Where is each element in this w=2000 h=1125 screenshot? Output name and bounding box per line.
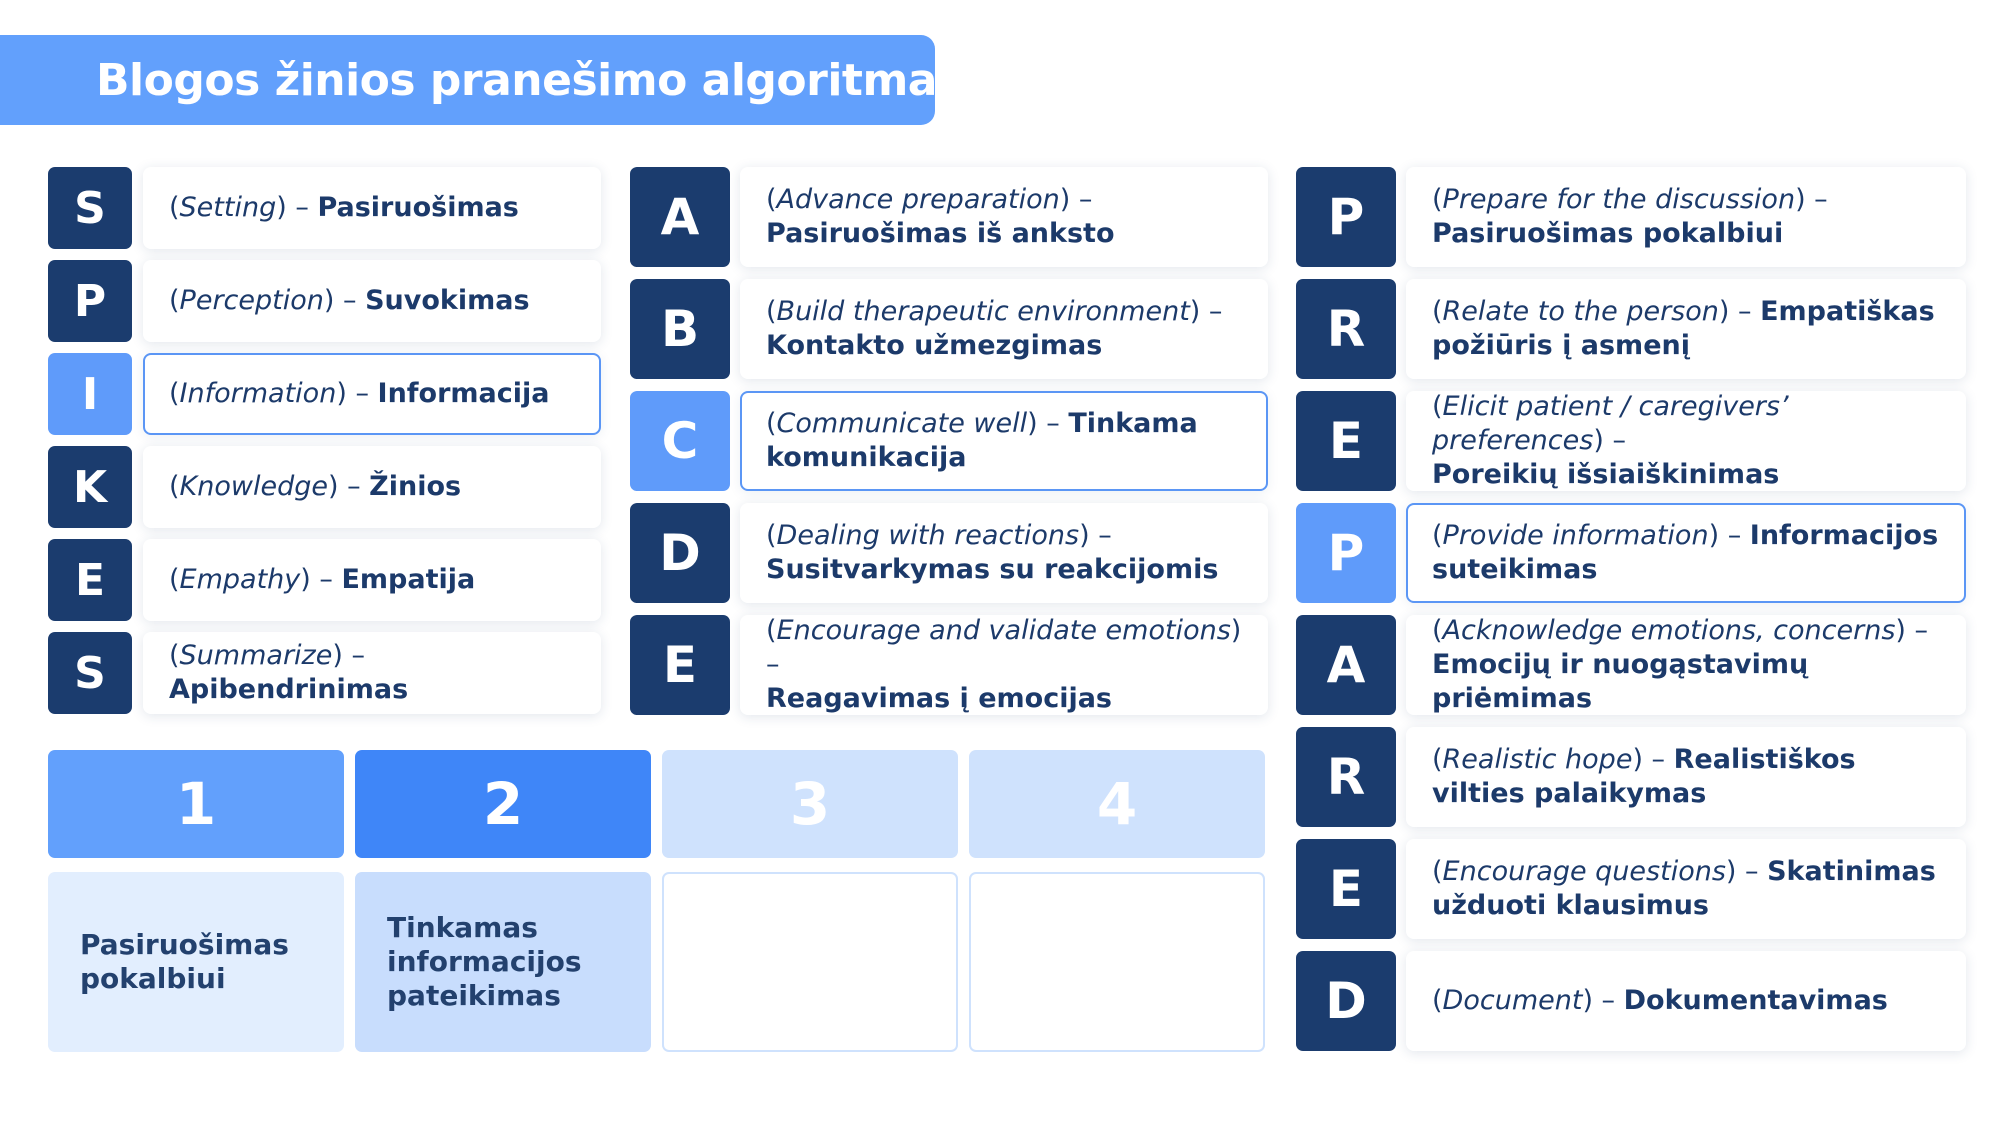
- abcde-letter-a: A: [630, 167, 730, 267]
- abcde-card: [740, 279, 1268, 379]
- abcde-card-text: (Advance preparation) – Pasiruošimas iš anksto: [766, 184, 1115, 249]
- prepared-card: [1406, 279, 1966, 379]
- prepared-letter-a: A: [1296, 615, 1396, 715]
- prepared-card-text: (Elicit patient / caregivers’ preferences) – Poreikių išsiaiškinimas: [1432, 391, 1789, 490]
- spikes-english-term: Perception: [179, 285, 324, 316]
- abcde-card: [740, 503, 1268, 603]
- abcde-lithuanian-term: Reagavimas į emocijas: [766, 683, 1113, 714]
- step-1-number: 1: [48, 750, 344, 858]
- prepared-lithuanian-term: Emocijų ir nuogąstavimų priėmimas: [1432, 649, 1809, 714]
- spikes-lithuanian-term: Žinios: [369, 471, 462, 502]
- abcde-card: [740, 615, 1268, 715]
- spikes-english-term: Summarize: [179, 640, 333, 671]
- prepared-lithuanian-term: Skatinimas užduoti klausimus: [1432, 856, 1936, 921]
- abcde-english-term: Advance preparation: [776, 184, 1060, 215]
- prepared-english-term: Prepare for the discussion: [1442, 184, 1796, 215]
- spikes-lithuanian-term: Empatija: [341, 564, 476, 595]
- prepared-card-text: (Provide information) – Informacijos suteikimas: [1432, 520, 1939, 585]
- spikes-letter-k: K: [48, 446, 132, 528]
- step-4-number: 4: [969, 750, 1265, 858]
- abcde-card: [740, 167, 1268, 267]
- prepared-letter-r: R: [1296, 727, 1396, 827]
- prepared-card-text: (Realistic hope) – Realistiškos vilties palaikymas: [1432, 744, 1856, 809]
- prepared-card: [1406, 503, 1966, 603]
- prepared-letter-p: P: [1296, 167, 1396, 267]
- prepared-card-text: (Relate to the person) – Empatiškas požiūris į asmenį: [1432, 296, 1935, 361]
- prepared-lithuanian-term: Realistiškos vilties palaikymas: [1432, 744, 1856, 809]
- spikes-letter-s: S: [48, 632, 132, 714]
- spikes-card-text: (Setting) – Pasiruošimas: [169, 192, 519, 223]
- spikes-card-text: (Summarize) – Apibendrinimas: [169, 640, 409, 705]
- prepared-letter-p: P: [1296, 503, 1396, 603]
- spikes-lithuanian-term: Suvokimas: [365, 285, 530, 316]
- abcde-english-term: Communicate well: [776, 408, 1028, 439]
- step-3-body: [662, 872, 958, 1052]
- step-2-number: 2: [355, 750, 651, 858]
- spikes-letter-e: E: [48, 539, 132, 621]
- prepared-english-term: Encourage questions: [1442, 856, 1726, 887]
- abcde-card-text: (Encourage and validate emotions) – Reagavimas į emocijas: [766, 615, 1242, 714]
- title-banner: [0, 35, 963, 125]
- prepared-letter-d: D: [1296, 951, 1396, 1051]
- abcde-card-text: (Dealing with reactions) – Susitvarkymas su reakcijomis: [766, 520, 1219, 585]
- prepared-letter-e: E: [1296, 839, 1396, 939]
- abcde-lithuanian-term: Tinkama komunikacija: [766, 408, 1198, 473]
- abcde-letter-d: D: [630, 503, 730, 603]
- spikes-english-term: Knowledge: [179, 471, 328, 502]
- prepared-card: [1406, 615, 1966, 715]
- prepared-card-text: (Prepare for the discussion) – Pasiruošimas pokalbiui: [1432, 184, 1828, 249]
- spikes-english-term: Information: [179, 378, 337, 409]
- abcde-english-term: Dealing with reactions: [776, 520, 1080, 551]
- spikes-card: [143, 353, 601, 435]
- spikes-card-text: (Empathy) – Empatija: [169, 564, 476, 595]
- prepared-lithuanian-term: Empatiškas požiūris į asmenį: [1432, 296, 1935, 361]
- step-2-body: Tinkamas informacijos pateikimas: [355, 872, 651, 1052]
- abcde-card-text: (Communicate well) – Tinkama komunikacija: [766, 408, 1198, 473]
- abcde-english-term: Encourage and validate emotions: [776, 615, 1231, 646]
- prepared-english-term: Document: [1442, 985, 1583, 1016]
- prepared-english-term: Acknowledge emotions, concerns: [1442, 615, 1896, 646]
- prepared-english-term: Elicit patient / caregivers’ preferences: [1432, 391, 1789, 456]
- prepared-card-text: (Document) – Dokumentavimas: [1432, 985, 1888, 1016]
- spikes-card-text: (Perception) – Suvokimas: [169, 285, 530, 316]
- page-title: Blogos žinios pranešimo algoritmas: [96, 54, 963, 106]
- spikes-english-term: Empathy: [179, 564, 301, 595]
- prepared-card: [1406, 167, 1966, 267]
- prepared-letter-r: R: [1296, 279, 1396, 379]
- spikes-lithuanian-term: Pasiruošimas: [317, 192, 519, 223]
- abcde-english-term: Build therapeutic environment: [776, 296, 1190, 327]
- prepared-lithuanian-term: Poreikių išsiaiškinimas: [1432, 459, 1780, 490]
- spikes-lithuanian-term: Informacija: [377, 378, 550, 409]
- abcde-lithuanian-term: Susitvarkymas su reakcijomis: [766, 554, 1219, 585]
- prepared-card-text: (Acknowledge emotions, concerns) – Emocijų ir nuogąstavimų priėmimas: [1432, 615, 1929, 714]
- prepared-card: [1406, 839, 1966, 939]
- abcde-card-text: (Build therapeutic environment) – Kontakto užmezgimas: [766, 296, 1223, 361]
- prepared-letter-e: E: [1296, 391, 1396, 491]
- spikes-card-text: (Information) – Informacija: [169, 378, 550, 409]
- prepared-card: [1406, 951, 1966, 1051]
- prepared-card: [1406, 727, 1966, 827]
- step-3-number: 3: [662, 750, 958, 858]
- abcde-letter-c: C: [630, 391, 730, 491]
- prepared-card-text: (Encourage questions) – Skatinimas užduoti klausimus: [1432, 856, 1936, 921]
- abcde-lithuanian-term: Kontakto užmezgimas: [766, 330, 1103, 361]
- spikes-card: [143, 446, 601, 528]
- prepared-lithuanian-term: Pasiruošimas pokalbiui: [1432, 218, 1784, 249]
- prepared-english-term: Realistic hope: [1442, 744, 1633, 775]
- spikes-english-term: Setting: [179, 192, 277, 223]
- spikes-letter-i: I: [48, 353, 132, 435]
- prepared-english-term: Relate to the person: [1442, 296, 1719, 327]
- prepared-card: [1406, 391, 1966, 491]
- spikes-letter-p: P: [48, 260, 132, 342]
- spikes-letter-s: S: [48, 167, 132, 249]
- abcde-letter-e: E: [630, 615, 730, 715]
- spikes-card: [143, 539, 601, 621]
- abcde-card: [740, 391, 1268, 491]
- prepared-lithuanian-term: Informacijos suteikimas: [1432, 520, 1939, 585]
- spikes-card: [143, 260, 601, 342]
- spikes-card-text: (Knowledge) – Žinios: [169, 471, 462, 502]
- spikes-lithuanian-term: Apibendrinimas: [169, 674, 409, 705]
- prepared-english-term: Provide information: [1442, 520, 1709, 551]
- abcde-letter-b: B: [630, 279, 730, 379]
- abcde-lithuanian-term: Pasiruošimas iš anksto: [766, 218, 1115, 249]
- spikes-card: [143, 632, 601, 714]
- spikes-card: [143, 167, 601, 249]
- step-1-body: Pasiruošimas pokalbiui: [48, 872, 344, 1052]
- prepared-lithuanian-term: Dokumentavimas: [1623, 985, 1888, 1016]
- step-4-body: [969, 872, 1265, 1052]
